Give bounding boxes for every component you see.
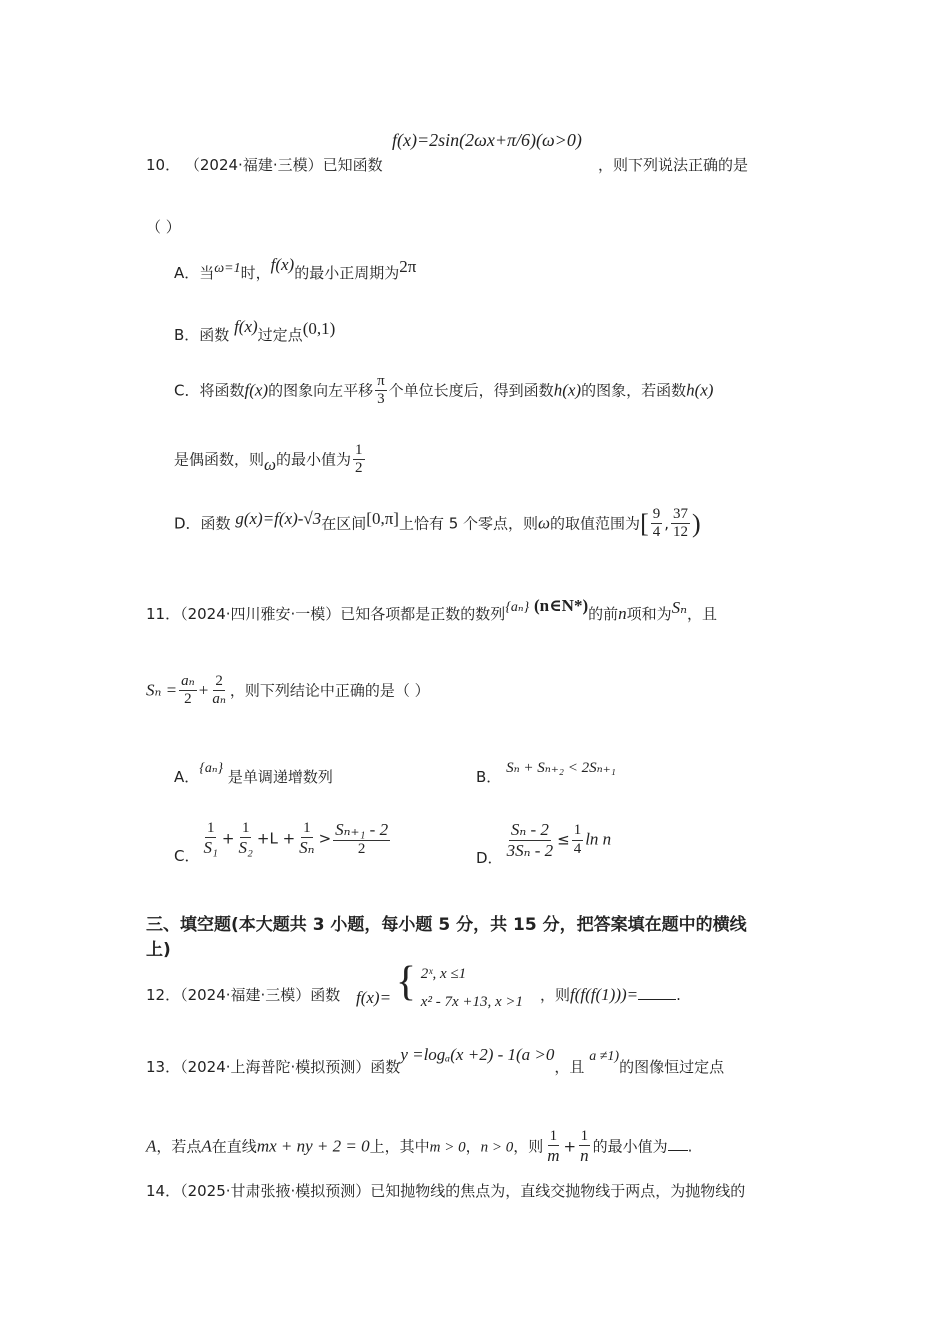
q10-option-b: B．函数 f(x)过定点(0,1)	[174, 317, 336, 344]
q11-equation: Sₙ = $\frac{\text{aₙ}}{2}$ + $\frac{2}{\text{aₙ}}$ ，则下列结论中正确的是（ ）	[146, 673, 430, 708]
q10-option-d: D．函数 g(x)=f(x)-√3在区间[0,π]上恰有 5 个零点，则ω的取值范围为[ $\frac{9}{4}$ , $\frac{37}{12}$ )	[174, 506, 701, 541]
q10-answer-paren: （ ）	[146, 218, 181, 236]
q11-option-a: A．{aₙ} 是单调递增数列	[174, 761, 333, 786]
q12-tail: ，则f(f(f(1)))= .	[540, 985, 681, 1004]
q10-line1	[146, 154, 383, 175]
q11-option-d: D． $\frac{\text{Sₙ - 2}}{\text{3Sₙ - 2}}$ ≤ $\frac{1}{4}$ ln n	[476, 820, 612, 867]
q10-source: （2024·福建·三模）已知函数	[184, 156, 383, 174]
q10-option-a: A．当ω=1时，f(x)的最小正周期为2π	[174, 255, 417, 282]
section-3-heading: 三、填空题(本大题共 3 小题，每小题 5 分，共 15 分，把答案填在题中的横线 上)	[146, 915, 747, 960]
q10-formula: f(x)=2sin(2ωx+π/6)(ω>0)	[392, 130, 582, 150]
q12-piecewise: f(x)= { 2ˣ, x ≤1 x² - 7x +13, x >1	[356, 959, 524, 1010]
q13-line1: 13．（2024·上海普陀·模拟预测）函数y =logₐ(x +2) - 1(a >0，且 a ≠1)的图像恒过定点	[146, 1045, 725, 1076]
q12-line: 12．（2024·福建·三模）函数	[146, 986, 341, 1004]
q11-option-b: B． Sₙ + Sₙ₊₂ < 2Sₙ₊₁	[476, 760, 616, 786]
q10-tail: ，则下列说法正确的是	[598, 156, 749, 174]
q10-number: 10．	[146, 156, 181, 174]
q11-option-c: C． $\frac{1}{\text{S₁}}$ + $\frac{1}{\text{S₂}}$ +L + $\frac{1}{\text{Sₙ}}$ > $\frac{\text{Sₙ₊₁ - 2}}{2}$	[174, 820, 389, 866]
q14-line1: 14．（2025·甘肃张掖·模拟预测）已知抛物线的焦点为，直线交抛物线于两点，为抛物线的	[146, 1182, 746, 1200]
q13-line2: A，若点A在直线mx + ny + 2 = 0上，其中m > 0，n > 0，则 $\frac{1}{m}$ + $\frac{1}{n}$ 的最小值为 .	[146, 1128, 693, 1166]
q10-option-c-line1: C．将函数f(x)的图象向左平移 $\frac{\pi}{3}$ 个单位长度后，得到函数h(x)的图象，若函数h(x)	[174, 373, 714, 408]
q10-option-c-line2: 是偶函数，则ω的最小值为 $\frac{1}{2}$	[174, 442, 363, 477]
q11-line1: 11．（2024·四川雅安·一模）已知各项都是正数的数列{aₙ} (n∈N*)的前n项和为Sₙ，且	[146, 596, 718, 623]
